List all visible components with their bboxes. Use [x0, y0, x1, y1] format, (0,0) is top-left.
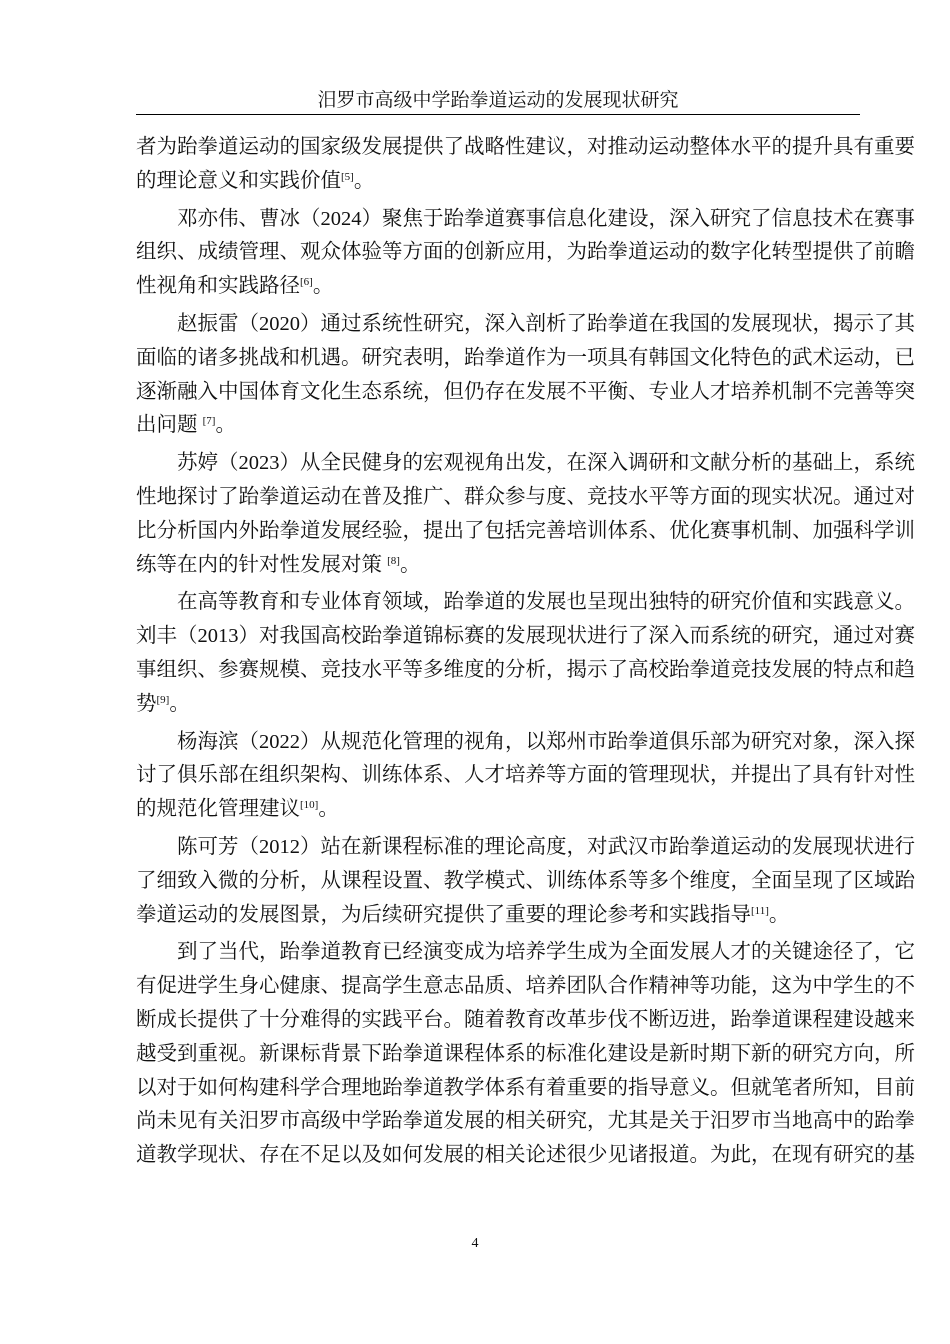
text-line [136, 165, 860, 199]
paragraph [136, 831, 915, 932]
text-line [136, 620, 915, 654]
document-body [136, 131, 915, 1177]
line-text: 比分析国内外跆拳道发展经验，提出了包括完善培训体系、优化赛事机制、加强科学训 [136, 519, 915, 542]
text-line [136, 270, 860, 304]
text-line [136, 342, 915, 376]
citation-reference: [6] [300, 276, 313, 289]
text-line [136, 131, 915, 165]
line-punctuation: 。 [169, 692, 190, 715]
line-punctuation: 。 [215, 414, 236, 437]
line-text: 拳道运动的发展图景，为后续研究提供了重要的理论参考和实践指导 [136, 903, 751, 926]
line-text: 出问题 [136, 414, 203, 437]
line-text: 断成长提供了十分难得的实践平台。随着教育改革步伐不断迈进，跆拳道课程建设越来 [136, 1008, 915, 1031]
text-line [136, 865, 915, 899]
text-line [136, 549, 860, 583]
line-text: 杨海滨（2022）从规范化管理的视角，以郑州市跆拳道俱乐部为研究对象，深入探 [177, 730, 915, 753]
page-number: 4 [471, 1236, 479, 1251]
line-text: 赵振雷（2020）通过系统性研究，深入剖析了跆拳道在我国的发展现状，揭示了其 [177, 312, 915, 335]
line-text: 在高等教育和专业体育领域，跆拳道的发展也呈现出独特的研究价值和实践意义。 [177, 591, 915, 614]
line-text: 组织、成绩管理、观众体验等方面的创新应用，为跆拳道运动的数字化转型提供了前瞻 [136, 241, 915, 264]
text-line [136, 726, 915, 760]
line-punctuation: 。 [353, 169, 375, 192]
text-line [136, 376, 915, 410]
citation-reference: [11] [751, 904, 769, 917]
paragraph [136, 447, 915, 582]
line-text: 道教学现状、存在不足以及如何发展的相关论述很少见诸报道。为此，在现有研究的基 [136, 1144, 915, 1167]
line-text: 面临的诸多挑战和机遇。研究表明，跆拳道作为一项具有韩国文化特色的武术运动，已 [136, 346, 915, 369]
text-line [136, 899, 860, 933]
text-line [136, 759, 915, 793]
line-text: 逐渐融入中国体育文化生态系统，但仍存在发展不平衡、专业人才培养机制不完善等突 [136, 380, 915, 403]
paragraph [136, 308, 915, 443]
citation-reference: [7] [202, 415, 216, 428]
line-text: 到了当代，跆拳道教育已经演变成为培养学生成为全面发展人才的关键途径了，它 [177, 941, 915, 964]
paragraph [136, 131, 915, 199]
text-line [136, 1105, 915, 1139]
line-punctuation: 。 [318, 798, 339, 821]
citation-reference: [8] [387, 554, 400, 567]
text-line [136, 1072, 915, 1106]
citation-reference: [5] [341, 170, 354, 183]
line-text: 练等在内的针对性发展对策 [136, 553, 388, 576]
line-text: 陈可芳（2012）站在新课程标准的理论高度，对武汉市跆拳道运动的发展现状进行 [177, 835, 915, 858]
text-line [136, 1139, 915, 1173]
citation-reference: [9] [156, 693, 170, 706]
text-line [136, 409, 860, 443]
paragraph [136, 203, 915, 304]
text-line [136, 793, 860, 827]
line-punctuation: 。 [768, 903, 790, 926]
paragraph [136, 726, 915, 827]
header-rule [136, 114, 860, 115]
text-line [136, 447, 915, 481]
line-text: 刘丰（2013）对我国高校跆拳道锦标赛的发展现状进行了深入而系统的研究，通过对赛 [136, 625, 915, 648]
text-line [136, 936, 915, 970]
text-line [136, 481, 915, 515]
text-line [136, 1004, 915, 1038]
line-text: 性视角和实践路径 [136, 275, 300, 298]
paragraph [136, 586, 915, 721]
paragraph [136, 936, 915, 1173]
text-line [136, 970, 915, 1004]
citation-reference: [10] [300, 799, 319, 812]
text-line [136, 236, 915, 270]
line-text: 的理论意义和实践价值 [136, 169, 341, 192]
line-text: 以对于如何构建科学合理地跆拳道教学体系有着重要的指导意义。但就笔者所知，目前 [136, 1076, 915, 1099]
line-text: 事组织、参赛规模、竞技水平等多维度的分析，揭示了高校跆拳道竞技发展的特点和趋 [136, 658, 915, 681]
line-text: 邓亦伟、曹冰（2024）聚焦于跆拳道赛事信息化建设，深入研究了信息技术在赛事 [177, 207, 915, 230]
line-punctuation: 。 [399, 553, 421, 576]
text-line [136, 203, 915, 237]
line-text: 越受到重视。新课标背景下跆拳道课程体系的标准化建设是新时期下新的研究方向，所 [136, 1042, 915, 1065]
line-text: 的规范化管理建议 [136, 798, 300, 821]
line-punctuation: 。 [312, 275, 334, 298]
line-text: 讨了俱乐部在组织架构、训练体系、人才培养等方面的管理现状，并提出了具有针对性 [136, 764, 915, 787]
line-text: 了细致入微的分析，从课程设置、教学模式、训练体系等多个维度，全面呈现了区域跆 [136, 869, 915, 892]
text-line [136, 308, 915, 342]
text-line [136, 1038, 915, 1072]
text-line [136, 586, 915, 620]
text-line [136, 688, 860, 722]
text-line [136, 654, 915, 688]
line-text: 苏婷（2023）从全民健身的宏观视角出发，在深入调研和文献分析的基础上，系统 [177, 452, 915, 475]
running-header-title: 汨罗市高级中学跆拳道运动的发展现状研究 [317, 90, 679, 111]
line-text: 性地探讨了跆拳道运动在普及推广、群众参与度、竞技水平等方面的现实状况。通过对 [136, 485, 915, 508]
line-text: 尚未见有关汨罗市高级中学跆拳道发展的相关研究，尤其是关于汨罗市当地高中的跆拳 [136, 1110, 915, 1133]
text-line [136, 831, 915, 865]
line-text: 有促进学生身心健康、提高学生意志品质、培养团队合作精神等功能，这为中学生的不 [136, 975, 915, 998]
line-text: 者为跆拳道运动的国家级发展提供了战略性建议，对推动运动整体水平的提升具有重要 [136, 136, 915, 158]
line-text: 势 [136, 692, 157, 715]
text-line [136, 515, 915, 549]
